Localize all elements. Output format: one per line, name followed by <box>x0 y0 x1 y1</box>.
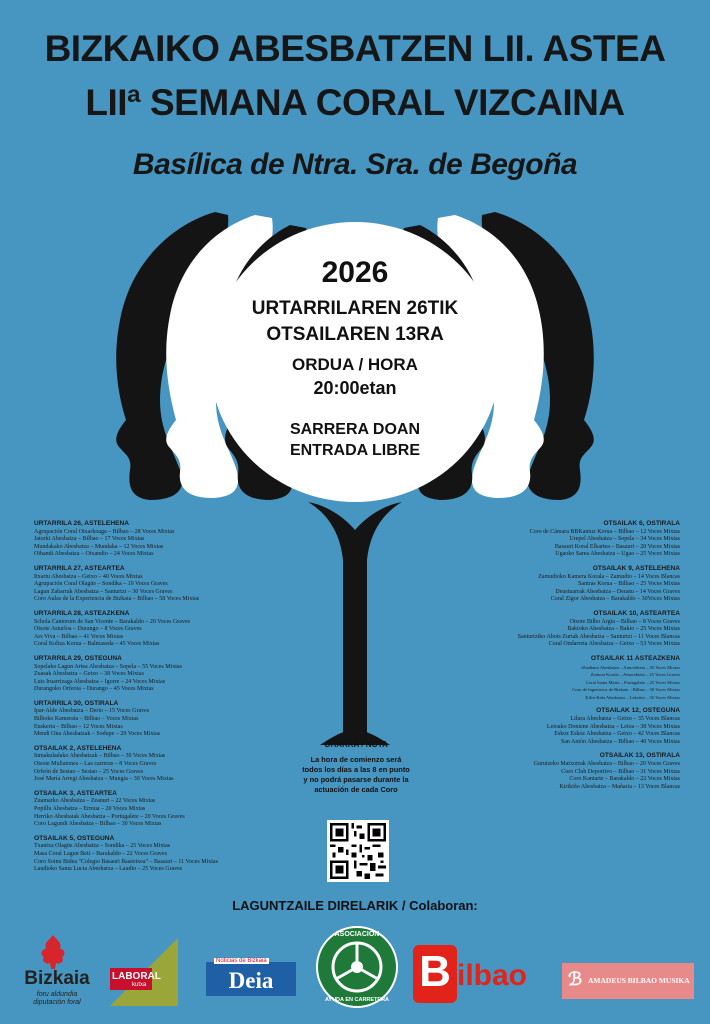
schedule-day-heading: OTSAILAK 9, ASTELEHENA <box>592 564 680 572</box>
asociacion-bottom-text: AYUDA EN CARRETERA <box>324 997 390 1003</box>
event-year: 2026 <box>321 256 389 289</box>
schedule-choir-item: Santras Korua – Bilbao – 25 Voces Mixtas <box>578 581 680 588</box>
schedule-day-heading: OTSAILAK 2, ASTELEHENA <box>34 744 122 752</box>
schedule-choir-item: Bakioko Abesbatza – Bakio – 25 Voces Mixtas <box>567 626 680 633</box>
title-spanish: LIIª SEMANA CORAL VIZCAINA <box>85 82 625 123</box>
note-box <box>300 740 412 795</box>
schedule-choir-item: Kilin-Kala Abesbatza – Lekeitio – 35 Voces Mixtas <box>585 694 680 700</box>
amadeus-logo-text: AMADEUS BILBAO MUSIKA <box>588 976 690 985</box>
schedule-choir-item: Agrupación Coral Olagüe – Sondika – 19 Voces Graves <box>34 581 168 588</box>
schedule-day-heading: OTSAILAK 3, ASTEARTEA <box>34 789 117 797</box>
schedule-choir-item: San Antón Abesbatza – Bilbao – 40 Voces Mixtas <box>560 738 680 745</box>
schedule-day-heading: OTSAILAK 11 ASTEAZKENA <box>590 654 680 662</box>
schedule-choir-item: Coral Santa María – Portugalete – 25 Voces Mixtas <box>585 679 680 685</box>
schedule-choir-item: Ugaoko Sarea Abesbatza – Ugao – 25 Voces Mixtas <box>555 551 680 558</box>
schedule-choir-item: Zuamarko Abesbatza – Zeanuri – 22 Voces Mixtas <box>34 798 156 805</box>
schedule-day-heading: URTARRILA 30, OSTIRALA <box>34 699 119 707</box>
asociacion-top-text: ASOCIACION <box>334 931 380 938</box>
schedule-choir-item: Mendi Ona Abesbatzak – Sodupe – 29 Voces Mixtas <box>34 731 161 738</box>
venue-subtitle: Basílica de Ntra. Sra. de Begoña <box>132 148 578 181</box>
schedule-choir-item: Abadiano Abesbatza – Amorebieta – 35 Voces Mixtas <box>581 664 680 670</box>
schedule-day-heading: URTARRILA 26, ASTELEHENA <box>34 520 130 527</box>
bizkaia-logo-text: Bizkaia <box>24 968 90 989</box>
collaborators-heading: LAGUNTZAILE DIRELARIK / Colaboran: <box>232 898 478 913</box>
schedule-choir-item: Euskeria – Bilbao – 12 Voces Mixtas <box>34 723 123 730</box>
oak-leaf-icon <box>38 935 68 969</box>
schedule-day-heading: OTSAILAK 5, OSTEGUNA <box>34 834 115 842</box>
schedule-day-heading: OTSAILAK 12, OSTEGUNA <box>596 707 680 715</box>
event-date-from: URTARRILAREN 26TIK <box>251 298 459 319</box>
deia-logo-text: Deia <box>228 968 274 993</box>
schedule-choir-item: Herriko Abesbatak Abesbatza – Portugalete – 20 Voces Graves <box>34 813 185 820</box>
tree-trunk <box>308 502 402 740</box>
asociacion-logo <box>315 925 399 1009</box>
schedule-choir-item: Otsote Muliatones – Las carreras – 8 Voces Graves <box>34 761 157 768</box>
schedule-day-heading: OTSAILAK 13, OSTIRALA <box>599 752 680 760</box>
schedule-left <box>34 514 254 874</box>
schedule-choir-item: Lagun Zaharrak Abesbatza – Santurtzi – 30 Voces Graves <box>34 588 173 595</box>
schedule-choir-item: Zuasak Abesbatza – Getxo – 38 Voces Mixtas <box>34 671 144 678</box>
schedule-choir-item: Kirikiño Abesbatza – Mañaria – 13 Voces Blancas <box>559 783 680 790</box>
event-hour: 20:00etan <box>313 378 397 398</box>
schedule-choir-item: Eskoz Eskoz Abesbatza – Getxo – 42 Voces Blancas <box>554 731 680 738</box>
schedule-choir-item: Coral Koliza Korua – Balmaseda – 45 Voces Mixtas <box>34 641 160 648</box>
entry-spanish: ENTRADA LIBRE <box>289 442 421 459</box>
bilbao-logo-text: ilbao <box>457 959 528 992</box>
schedule-choir-item: Zamora Korala – Amorebieta – 25 Voces Graves <box>590 672 680 678</box>
schedule-choir-item: Lilura Abesbatza – Getxo – 35 Voces Blancas <box>570 716 680 723</box>
schedule-choir-item: Leioako Doniene Abesbatza – Leioa – 38 Voces Mixtas <box>546 723 680 730</box>
title-basque: BIZKAIKO ABESBATZEN LII. ASTEA <box>44 28 666 69</box>
schedule-choir-item: Otsote Asturloa – Durango – 8 Voces Graves <box>34 626 142 633</box>
schedule-choir-item: Coro Club Deportivo – Bilbao – 31 Voces Mixtas <box>561 768 680 775</box>
schedule-choir-item: Ipar-Alde Abesbatza – Derio – 15 Voces Graves <box>34 708 150 715</box>
entry-basque: SARRERA DOAN <box>289 421 421 438</box>
bilbao-logo-b: B <box>419 947 451 996</box>
schedule-choir-item: Basauri Koral Elkartea – Basauri – 20 Voces Mixtas <box>554 543 680 550</box>
note-body: La hora de comienzo será todos los días a las 8 en punto y no podrá pasarse durante la actuación de cada Coro <box>302 755 410 794</box>
amadeus-logo <box>562 963 694 999</box>
schedule-choir-item: Luis Iruarrizaga Abesbatza – Igorre – 24 Voces Mixtas <box>34 678 166 685</box>
bizkaia-logo <box>16 935 98 1015</box>
deia-logo <box>206 958 296 996</box>
schedule-choir-item: Coral Ondarreta Abesbatza – Getxo – 53 Voces Mixtas <box>548 641 680 648</box>
schedule-choir-item: Coral Zigor Abesbatza – Barakaldo – 30Voces Mixtas <box>550 596 680 603</box>
schedule-choir-item: Gurutzeko Matxorrak Abesbatza – Bilbao – 20 Voces Graves <box>533 761 680 768</box>
note-title: OHARRA / NOTA <box>324 740 388 749</box>
schedule-choir-item: Coro de Cámara BBKantuz Korua – Bilbao – 12 Voces Mixtas <box>529 528 680 535</box>
schedule-choir-item: Inmakuladako Abesbatzak – Bilbao – 30 Voces Mixtas <box>34 753 166 760</box>
schedule-choir-item: Sopelako Lagun Artea Abesbatza – Sopela – 55 Voces Mixtas <box>34 663 182 670</box>
bizkaia-logo-sub2: diputación foral <box>33 999 81 1006</box>
schedule-choir-item: Bilboko Kamerata – Bilbao – Voces Mixtas <box>34 716 139 723</box>
schedule-choir-item: Zamudioko Kamera Korala – Zamudio – 14 Voces Blancas <box>538 573 680 580</box>
schedule-choir-item: Urepel Abesbatza – Sopela – 34 Voces Mixtas <box>569 536 680 543</box>
schedule-day-heading: OTSAILAK 6, OSTIRALA <box>603 520 680 527</box>
deia-logo-top: Noticias de Bizkaia <box>216 958 267 964</box>
schedule-day-heading: URTARRILA 29, OSTEGUNA <box>34 654 122 662</box>
schedule-choir-item: Txantxa Olagüe Abesbatza – Sondika – 25 Voces Mixtas <box>34 843 171 850</box>
event-date-to: OTSAILAREN 13RA <box>266 324 444 345</box>
schedule-choir-item: Durangoko Orfeoia – Durango – 45 Voces Mixtas <box>34 686 154 693</box>
bizkaia-logo-sub1: foru aldundia <box>36 991 78 998</box>
schedule-choir-item: Masa Coral Lagun Beti – Barakaldo – 22 Voces Graves <box>34 850 167 857</box>
laboral-logo-sub: kutxa <box>132 982 147 988</box>
schedule-choir-item: Jatorki Abesbatza – Bilbao – 17 Voces Mixtas <box>34 536 145 543</box>
schedule-choir-item: Coro Aulas de la Experiencia de Bizkaia – Bilbao – 58 Voces Mixtas <box>34 596 200 603</box>
amadeus-mark-icon: ℬ <box>568 969 583 989</box>
schedule-right <box>470 514 680 791</box>
schedule-choir-item: Oihandi Abesbatza – Otxandio – 24 Voces Mixtas <box>34 551 154 558</box>
schedule-choir-item: Agrupación Coral Otxarkoaga – Bilbao – 28 Voces Mixtas <box>34 528 175 535</box>
schedule-choir-item: Laudioko Santa Lucia Abesbatza – Laudio – 25 Voces Graves <box>34 866 183 873</box>
qr-code[interactable] <box>327 820 389 882</box>
schedule-choir-item: Ars Viva – Bilbao – 41 Voces Mixtas <box>34 633 124 640</box>
schedule-choir-item: Coro Soinu Bidea "Colegio Basauri Ikastetxea" – Basauri – 11 Voces Mixtas <box>34 858 218 865</box>
laboral-logo-text: LABORAL <box>112 971 161 982</box>
schedule-choir-item: Coro Kantarte – Barakaldo – 22 Voces Mixtas <box>569 776 680 783</box>
schedule-day-heading: URTARRILA 27, ASTEARTEA <box>34 564 125 572</box>
schedule-choir-item: Popillu Abesbatza – Ermua – 20 Voces Mixtas <box>34 806 146 812</box>
schedule-day-heading: URTARRILA 28, ASTEAZKENA <box>34 609 130 617</box>
event-hour-label: ORDUA / HORA <box>292 355 418 374</box>
laboral-kutxa-logo <box>110 938 178 1006</box>
schedule-choir-item: Otsote Bilbo Argia – Bilbao – 8 Voces Graves <box>569 618 680 625</box>
schedule-choir-item: Santurtziko Abots Zuriak Abesbatza – Santurtzi – 11 Voces Blancas <box>517 633 680 640</box>
bilbao-logo <box>413 945 543 1003</box>
qr-code-icon <box>330 823 386 879</box>
schedule-choir-item: Mundakako Abesbatza – Mundaka – 12 Voces Mixtas <box>34 543 164 550</box>
schedule-day-heading: OTSAILAK 10, ASTEARTEA <box>593 609 680 617</box>
schedule-choir-item: Schola Cantorum de San Vicente – Barakaldo – 20 Voces Graves <box>34 618 190 625</box>
schedule-choir-item: Coro Lagundi Abesbatza – Bilbao – 30 Voces Mixtas <box>34 821 162 828</box>
schedule-choir-item: Orfeón de Sestao – Sestao – 25 Voces Graves <box>34 768 144 775</box>
schedule-choir-item: Coro de Ingenieros de Bizkaia – Bilbao – 30 Voces Mixtas <box>572 687 680 693</box>
schedule-choir-item: Deustuarrak Abesbatza – Deustu – 14 Voces Graves <box>555 588 680 595</box>
schedule-choir-item: Itxartu Abesbatza – Getxo – 40 Voces Mixtas <box>34 573 143 580</box>
schedule-choir-item: José María Arregi Abesbatza – Mungia – 30 Voces Mixtas <box>34 776 174 783</box>
